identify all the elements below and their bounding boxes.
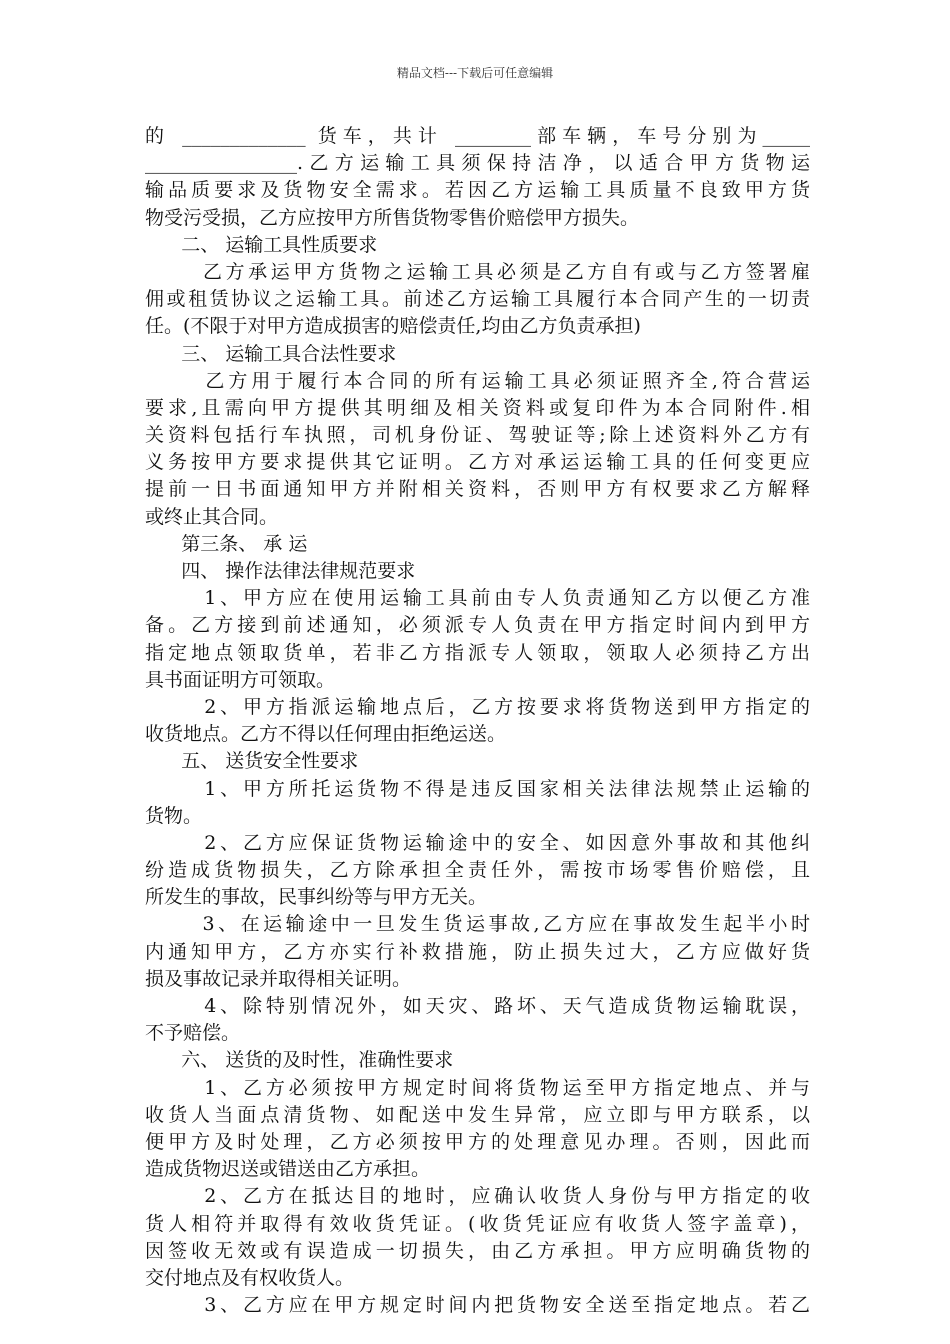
text-line: 便甲方及时处理，乙方必须按甲方的处理意见办理。否则，因此而: [145, 1130, 810, 1153]
text-line: 2、乙方在抵达目的地时，应确认收货人身份与甲方指定的收: [145, 1185, 810, 1208]
text-line: 造成货物迟送或错送由乙方承担。: [145, 1158, 431, 1181]
text-line: 六、 送货的及时性，准确性要求: [145, 1049, 454, 1072]
text-line: 1、甲方应在使用运输工具前由专人负责通知乙方以便乙方准: [145, 587, 810, 610]
text-line: 五、 送货安全性要求: [145, 750, 359, 773]
text-line: 佣或租赁协议之运输工具。前述乙方运输工具履行本合同产生的一切责: [145, 288, 810, 311]
text-line: 关资料包括行车执照，司机身份证、驾驶证等;除上述资料外乙方有: [145, 424, 810, 447]
text-line: 或终止其合同。: [145, 505, 279, 528]
text-line: 不予赔偿。: [145, 1022, 241, 1045]
text-line: 乙方承运甲方货物之运输工具必须是乙方自有或与乙方签署雇: [145, 260, 810, 283]
text-line: 输品质要求及货物安全需求。若因乙方运输工具质量不良致甲方货: [145, 179, 810, 202]
text-line: 货人相符并取得有效收货凭证。(收货凭证应有收货人签字盖章)，: [145, 1212, 810, 1235]
text-line: 因签收无效或有误造成一切损失，由乙方承担。甲方应明确货物的: [145, 1239, 810, 1262]
text-line: 四、 操作法律法律规范要求: [145, 560, 416, 582]
text-line: 乙方用于履行本合同的所有运输工具必须证照齐全,符合营运: [145, 369, 810, 392]
text-line: 4、除特别情况外，如天灾、路坏、天气造成货物运输耽误，: [145, 995, 810, 1017]
text-line: 物受污受损，乙方应按甲方所售货物零售价赔偿甲方损失。: [145, 206, 640, 229]
text-line: 义务按甲方要求提供其它证明。乙方对承运运输工具的任何变更应: [145, 451, 810, 474]
text-line: 损及事故记录并取得相关证明。: [145, 967, 412, 990]
text-line: 提前一日书面通知甲方并附相关资料，否则甲方有权要求乙方解释: [145, 478, 810, 501]
text-line: 所发生的事故，民事纠纷等与甲方无关。: [145, 886, 488, 909]
text-line: 要求,且需向甲方提供其明细及相关资料或复印件为本合同附件.相: [145, 396, 810, 419]
page-header: 精品文档---下载后可任意编辑: [396, 66, 554, 80]
text-line: 交付地点及有权收货人。: [145, 1266, 355, 1289]
text-line: 任。(不限于对甲方造成损害的赔偿责任,均由乙方负责承担): [145, 315, 641, 338]
text-line: 2、乙方应保证货物运输途中的安全、如因意外事故和其他纠: [145, 831, 810, 854]
text-line: 3、乙方应在甲方规定时间内把货物安全送至指定地点。若乙: [145, 1294, 810, 1317]
text-line: 备。乙方接到前述通知，必须派专人负责在甲方指定时间内到甲方: [145, 614, 810, 637]
text-line: 具书面证明方可领取。: [145, 668, 336, 691]
text-line: 收货地点。乙方不得以任何理由拒绝运送。: [145, 723, 507, 746]
text-line: 三、 运输工具合法性要求: [145, 342, 397, 365]
text-line: 第三条、 承 运: [145, 532, 308, 555]
text-line: 内通知甲方，乙方亦实行补救措施，防止损失过大，乙方应做好货: [145, 940, 810, 963]
text-line: 1、甲方所托运货物不得是违反国家相关法律法规禁止运输的: [145, 777, 810, 800]
text-line: 的 _____________ 货车，共计 ________部车辆，车号分别为_____: [145, 125, 810, 147]
document-body: [145, 123, 810, 1319]
text-line: 纷造成货物损失，乙方除承担全责任外，需按市场零售价赔偿，且: [145, 859, 810, 882]
text-line: 收货人当面点清货物、如配送中发生异常，应立即与甲方联系，以: [145, 1103, 810, 1126]
text-line: 2、甲方指派运输地点后，乙方按要求将货物送到甲方指定的: [145, 695, 810, 718]
text-line: ________________.乙方运输工具须保持洁净，以适合甲方货物运: [145, 152, 810, 175]
text-line: 1、乙方必须按甲方规定时间将货物运至甲方指定地点、并与: [145, 1076, 810, 1099]
text-line: 3、在运输途中一旦发生货运事故,乙方应在事故发生起半小时: [145, 913, 810, 936]
text-line: 二、 运输工具性质要求: [145, 233, 378, 256]
text-line: 货物。: [145, 804, 203, 827]
text-line: 指定地点领取货单，若非乙方指派专人领取，领取人必须持乙方出: [145, 641, 810, 664]
